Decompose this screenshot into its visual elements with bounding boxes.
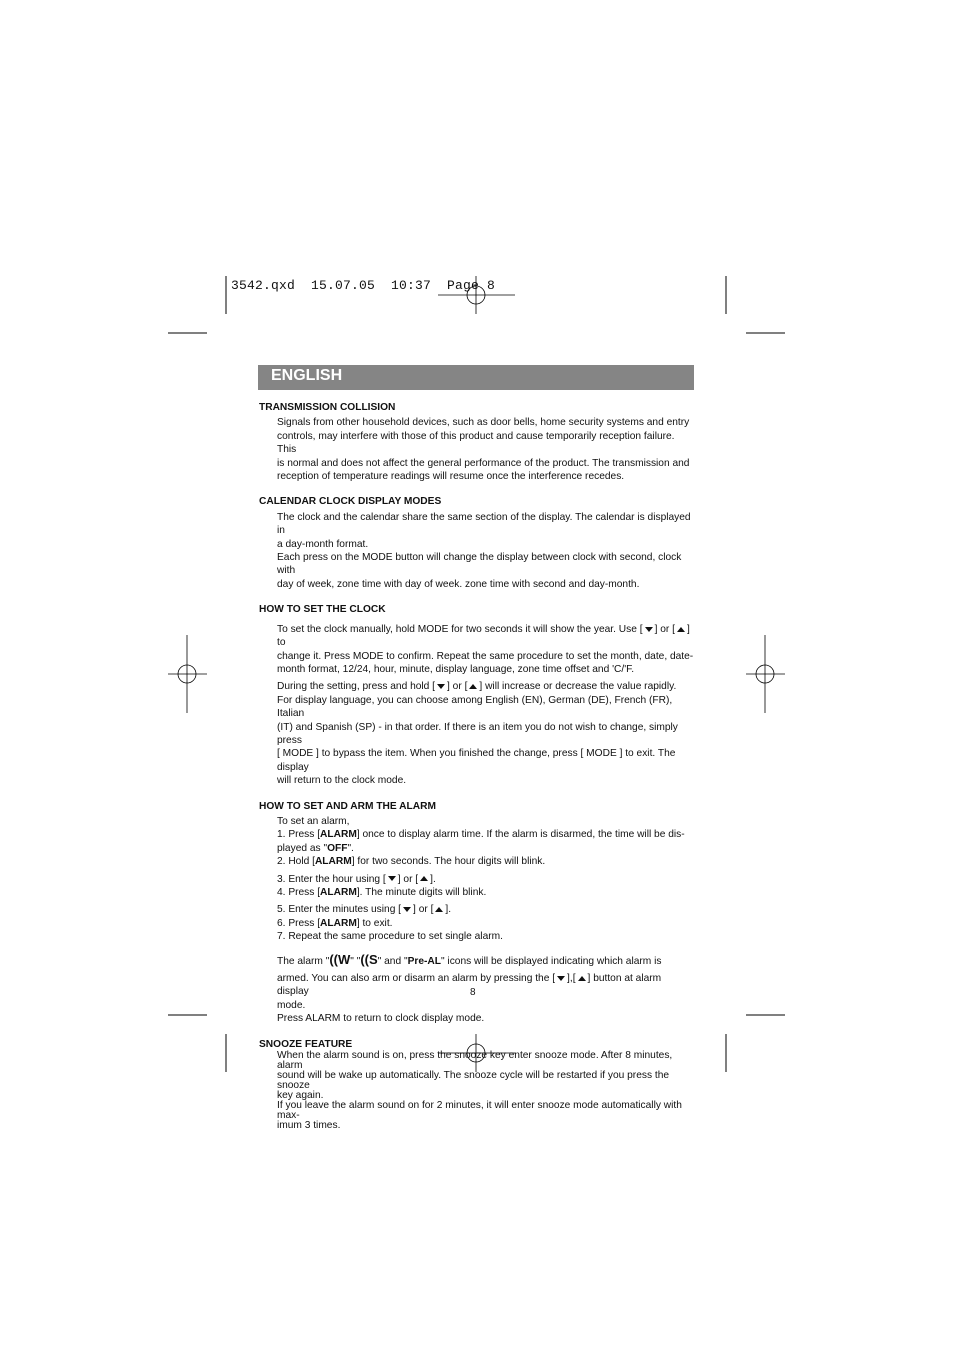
body-line: During the setting, press and hold [ ] or [ ] will increase or decrease the value rapidly. [277, 681, 677, 693]
body-line: The alarm "((W" "((S" and "Pre-AL" icons will be displayed indicating which alarm is [277, 951, 662, 967]
down-arrow-icon [645, 627, 653, 632]
registration-mark-right [746, 635, 785, 713]
page-number: 8 [470, 987, 476, 998]
pre-alarm-label: Pre-AL [407, 955, 441, 967]
body-line: 4. Press [ALARM]. The minute digits will blink. [277, 887, 487, 898]
body-line: month format, 12/24, hour, minute, display language, zone time offset and 'C/'F. [277, 663, 635, 675]
section-body [259, 416, 695, 483]
registration-mark-top [438, 276, 515, 314]
body-line: For display language, you can choose among English (EN), German (DE), French (FR), Italian [277, 694, 673, 720]
body-line: day of week, zone time with day of week. zone time with second and day-month. [277, 578, 640, 590]
file-slug: 3542.qxd 15.07.05 10:37 Page 8 [231, 278, 496, 293]
section-set-clock [259, 603, 695, 787]
section-heading: TRANSMISSION COLLISION [259, 402, 396, 413]
section-heading: HOW TO SET AND ARM THE ALARM [259, 800, 436, 812]
alarm-key-label: ALARM [320, 917, 357, 929]
section-body [259, 1051, 695, 1131]
registration-mark-left [168, 635, 207, 713]
body-line: Signals from other household devices, such as door bells, home security systems and entry [277, 417, 690, 429]
section-heading: SNOOZE FEATURE [259, 1038, 353, 1050]
single-alarm-icon: ((S [360, 951, 378, 967]
body-line: Each press on the MODE button will change the display between clock with second, clock with [277, 552, 682, 577]
body-line: 1. Press [ALARM] once to display alarm time. If the alarm is disarmed, the time will be dis- [277, 829, 685, 841]
section-heading: CALENDAR CLOCK DISPLAY MODES [259, 496, 442, 508]
body-line: If you leave the alarm sound on for 2 minutes, it will enter snooze mode automatically with max- [277, 1100, 682, 1122]
body-line: [ MODE ] to bypass the item. When you finished the change, press [ MODE ] to exit. The display [277, 748, 676, 773]
section-transmission-collision [259, 401, 695, 483]
body-line: imum 3 times. [277, 1120, 341, 1132]
section-body [259, 815, 695, 1026]
section-body [259, 619, 695, 788]
body-line: mode. [277, 999, 306, 1011]
body-line: To set an alarm, [277, 815, 350, 827]
body-line: will return to the clock mode. [277, 775, 407, 787]
weekday-alarm-icon: ((W [329, 951, 351, 967]
section-set-alarm [259, 800, 695, 1026]
body-line: sound will be wake up automatically. The snooze cycle will be restarted if you press the snooze [277, 1070, 670, 1092]
body-line: controls, may interfere with those of this product and cause temporarily reception failure. This [277, 430, 675, 456]
body-line: 2. Hold [ALARM] for two seconds. The hour digits will blink. [277, 856, 546, 868]
section-body [259, 511, 695, 591]
body-line: is normal and does not affect the general performance of the product. The transmission and [277, 457, 690, 469]
body-line: a day-month format. [277, 538, 369, 550]
body-line: change it. Press MODE to confirm. Repeat the same procedure to set the month, date, date- [277, 650, 694, 662]
body-line: 3. Enter the hour using [ ] or [ ]. [277, 873, 436, 885]
banner-title: ENGLISH [271, 367, 343, 384]
up-arrow-icon [420, 876, 428, 881]
alarm-key-label: ALARM [314, 856, 352, 868]
body-line: The clock and the calendar share the same section of the display. The calendar is displayed in [277, 511, 691, 537]
down-arrow-icon [437, 684, 445, 689]
body-line: 7. Repeat the same procedure to set single alarm. [277, 931, 503, 943]
down-arrow-icon [557, 976, 565, 981]
off-label: OFF [327, 842, 348, 854]
body-line: To set the clock manually, hold MODE for two seconds it will show the year. Use [ ] or [ ] to [277, 623, 690, 649]
body-line: played as "OFF". [277, 842, 354, 854]
section-snooze [259, 1038, 695, 1131]
alarm-key-label: ALARM [320, 887, 357, 898]
body-line: 6. Press [ALARM] to exit. [277, 917, 393, 929]
up-arrow-icon [469, 684, 477, 689]
section-calendar-clock [259, 495, 695, 591]
manual-content [259, 401, 695, 1143]
alarm-key-label: ALARM [320, 829, 357, 841]
up-arrow-icon [578, 976, 586, 981]
body-line: key again. [277, 1090, 324, 1102]
up-arrow-icon [435, 907, 443, 912]
down-arrow-icon [388, 876, 396, 881]
body-line: armed. You can also arm or disarm an alarm by pressing the [ ],[ ] button at alarm display [277, 973, 662, 998]
body-line: When the alarm sound is on, press the snooze key enter snooze mode. After 8 minutes, alarm [277, 1050, 673, 1072]
body-line: Press ALARM to return to clock display mode. [277, 1013, 485, 1025]
down-arrow-icon [403, 907, 411, 912]
up-arrow-icon [677, 627, 685, 632]
body-line: 5. Enter the minutes using [ ] or [ ]. [277, 904, 452, 916]
language-banner [258, 365, 694, 390]
section-heading: HOW TO SET THE CLOCK [259, 604, 386, 616]
body-line: reception of temperature readings will resume once the interference recedes. [277, 471, 625, 483]
body-line: (IT) and Spanish (SP) - in that order. If there is an item you do not wish to change, simply press [277, 721, 678, 746]
